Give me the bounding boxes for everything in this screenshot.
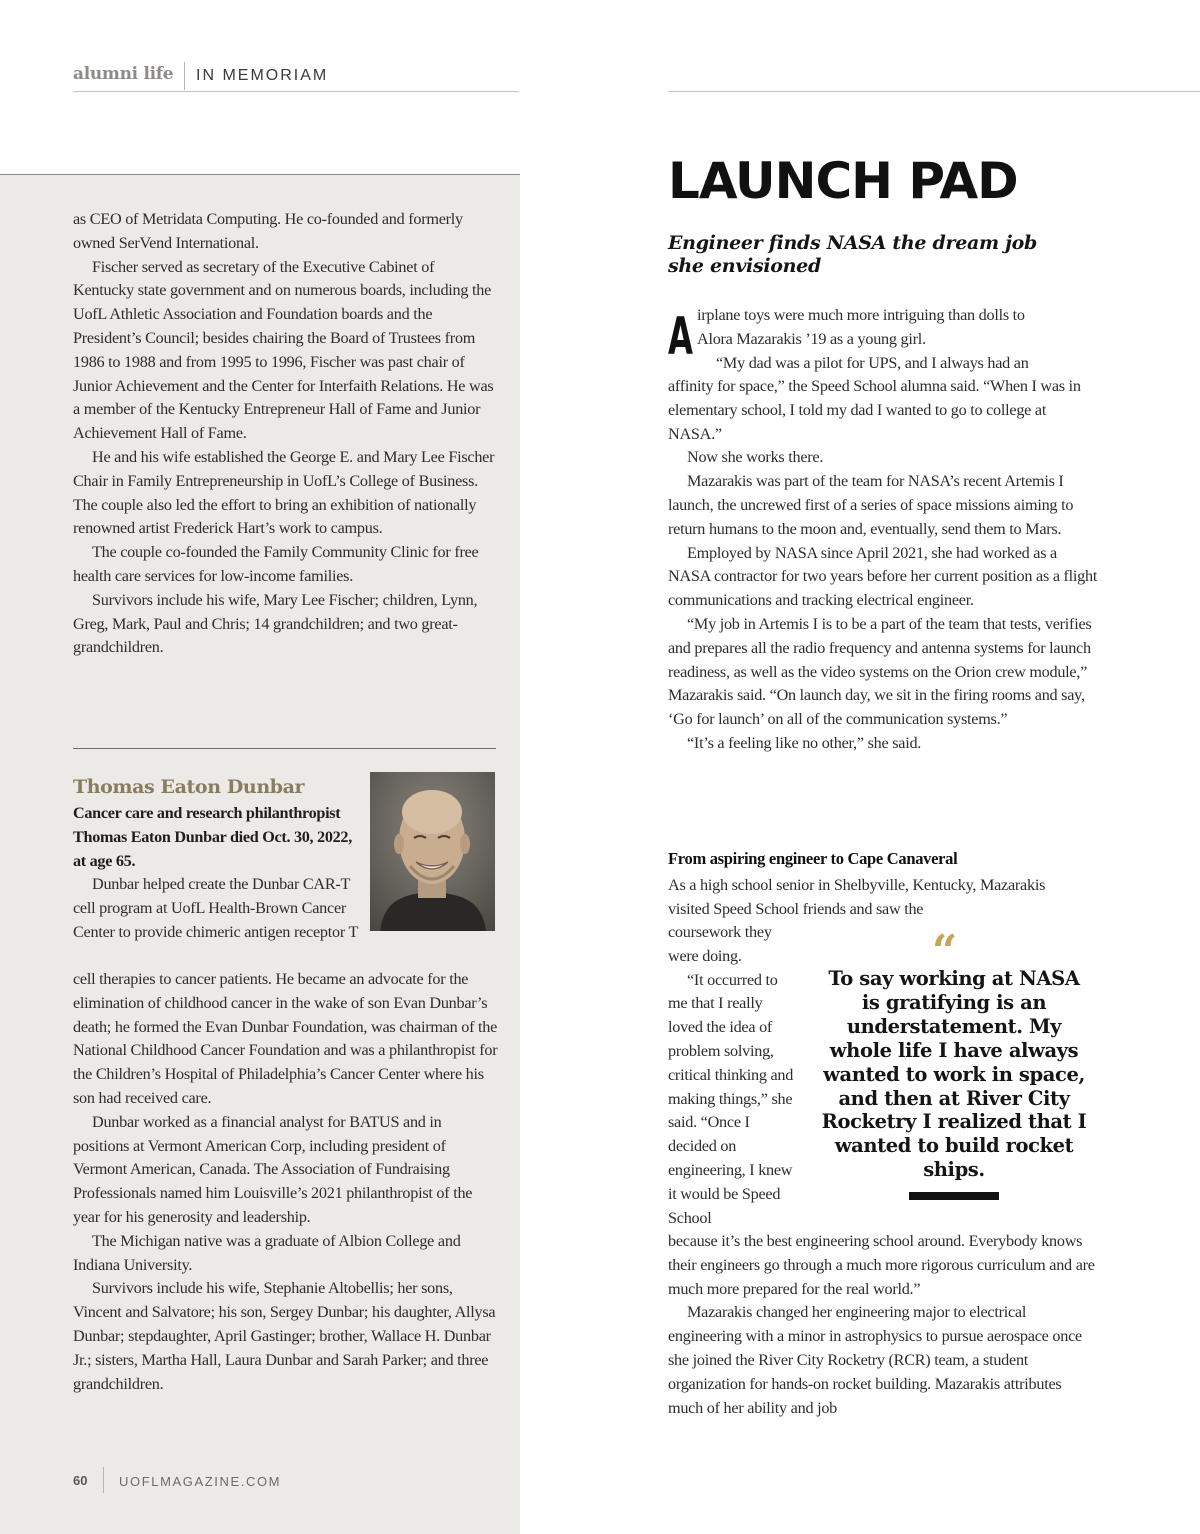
paragraph: cell therapies to cancer patients. He became an advocate for the elimination of childhood cancer in the wake of son Evan Dunbar’s death; he formed the Evan Dunbar Foundation, was chairman of the National Childhood Cancer Foundation and was a philanthropist for the Children’s Hospital of Philadelphia’s Cancer Center where his son had received care. (73, 970, 498, 1107)
intro-line: Alora Mazarakis ’19 as a young girl. (697, 329, 926, 348)
paragraph: Survivors include his wife, Mary Lee Fischer; children, Lynn, Greg, Mark, Paul and Chris; 14 grandchildren; and two great-grandchildren. (73, 590, 478, 657)
paragraph: Employed by NASA since April 2021, she had worked as a NASA contractor for two years before her current position as a flight communications and tracking electrical engineer. (668, 543, 1098, 610)
paragraph: Fischer served as secretary of the Executive Cabinet of Kentucky state government and on numerous boards, including the UofL Athletic Association and Foundation boards and the President’s Council; besides chairing the Board of Trustees from 1986 to 1988 and from 1995 to 1996, Fischer was past chair of Junior Achievement and the Center for Interfaith Relations. He was a member of the Kentucky Entrepreneur Hall of Fame and Junior Achievement Hall of Fame. (73, 257, 494, 443)
article-title: LAUNCH PAD (668, 152, 1018, 210)
portrait-illustration (370, 772, 495, 931)
paragraph: Mazarakis changed her engineering major to electrical engineering with a minor in astrophysics to pursue aerospace once she joined the River City Rocketry (RCR) team, a student organization for hands-on rocket building. Mazarakis attributes much of her ability and job (668, 1303, 1082, 1417)
paragraph: As a high school senior in Shelbyville, Kentucky, Mazarakis visited Speed School friends and saw the (668, 876, 1046, 918)
section-label: IN MEMORIAM (196, 67, 329, 84)
article-intro-lines (697, 304, 1100, 375)
page-number: 60 (73, 1473, 88, 1488)
paragraph: Now she works there. (687, 448, 824, 467)
paragraph: He and his wife established the George E. and Mary Lee Fischer Chair in Family Entrepreneurship in UofL’s College of Business. The couple also led the effort to bring an exhibition of nationally renowned artist Frederick Hart’s work to campus. (73, 447, 495, 538)
intro-line: “My dad was a pilot for UPS, and I always had an (716, 353, 1029, 372)
obituary-para-beside-photo (73, 873, 363, 944)
paragraph: affinity for space,” the Speed School alumna said. “When I was in elementary school, I told my dad I wanted to go to college at NASA.” (668, 377, 1081, 443)
drop-cap: A (668, 307, 693, 367)
article-subtitle: Engineer finds NASA the dream job she envisioned (668, 232, 1038, 277)
footer-separator (103, 1467, 104, 1493)
pull-quote: To say working at NASA is gratifying is an understatement. My whole life I have always wanted to work in space, and then at River City Rocketry I realized that I wanted to build rocket ships. (821, 967, 1087, 1182)
paragraph: Dunbar worked as a financial analyst for BATUS and in positions at Vermont American Corp, including president of Vermont American, Canada. The Association of Fundraising Professionals named him Louisville’s 2021 philanthropist of the year for his generosity and leadership. (73, 1112, 473, 1226)
paragraph: The couple co-founded the Family Community Clinic for free health care services for low-income families. (73, 543, 479, 585)
obituary-body (73, 968, 498, 1396)
paragraph: as CEO of Metridata Computing. He co-founded and formerly owned SerVend International. (73, 210, 463, 252)
quote-mark-icon: “ (932, 926, 958, 977)
obituary-divider (73, 748, 496, 749)
pull-quote-rule (909, 1192, 999, 1200)
article-body-continued (668, 1230, 1100, 1420)
paragraph: “It’s a feeling like no other,” she said. (687, 733, 922, 752)
header-rule-right (668, 91, 1200, 92)
paragraph: Mazarakis was part of the team for NASA’s recent Artemis I launch, the uncrewed first of a series of space missions aiming to return humans to the moon and, eventually, send them to Mars. (668, 472, 1074, 538)
publication-section-logo: alumni life (73, 64, 174, 84)
fischer-obituary-continuation (73, 208, 498, 660)
article-body (668, 375, 1100, 756)
paragraph: coursework they were doing. (668, 923, 772, 965)
header-separator (184, 62, 185, 90)
header-rule-left (73, 91, 519, 92)
obituary-lead: Cancer care and research philanthropist Thomas Eaton Dunbar died Oct. 30, 2022, at age 65. (73, 804, 352, 870)
paragraph: because it’s the best engineering school around. Everybody knows their engineers go through a much more rigorous curriculum and are much more prepared for the real world.” (668, 1232, 1095, 1298)
paragraph: “My job in Artemis I is to be a part of the team that tests, verifies and prepares all the radio frequency and antenna systems for launch readiness, as well as the video systems on the Orion crew module,” Mazarakis said. “On launch day, we sit in the firing rooms and say, ‘Go for launch’ on all of the communication systems.” (668, 614, 1092, 729)
section2-intro (668, 874, 1048, 922)
paragraph: Dunbar helped create the Dunbar CAR-T cell program at UofL Health-Brown Cancer Center to provide chimeric antigen receptor T (73, 875, 359, 941)
section2-narrow-column (668, 921, 798, 1230)
footer-url: UOFLMAGAZINE.COM (119, 1474, 282, 1489)
paragraph: Survivors include his wife, Stephanie Altobellis; her sons, Vincent and Salvatore; his son, Sergey Dunbar; his daughter, Allysa Dunbar; stepdaughter, April Gastinger; brother, Wallace H. Dunbar Jr.; sisters, Martha Hall, Laura Dunbar and Sarah Parker; and three grandchildren. (73, 1279, 496, 1393)
article-subhead: From aspiring engineer to Cape Canaveral (668, 849, 958, 868)
paragraph: “It occurred to me that I really loved the idea of problem solving, critical thinking and making things,” she said. “Once I decided on engineering, I knew it would be Speed School (668, 970, 794, 1227)
paragraph: The Michigan native was a graduate of Albion College and Indiana University. (73, 1231, 461, 1274)
obituary-name: Thomas Eaton Dunbar (73, 776, 305, 798)
portrait-photo (370, 772, 495, 931)
intro-line: irplane toys were much more intriguing than dolls to (697, 306, 1025, 324)
